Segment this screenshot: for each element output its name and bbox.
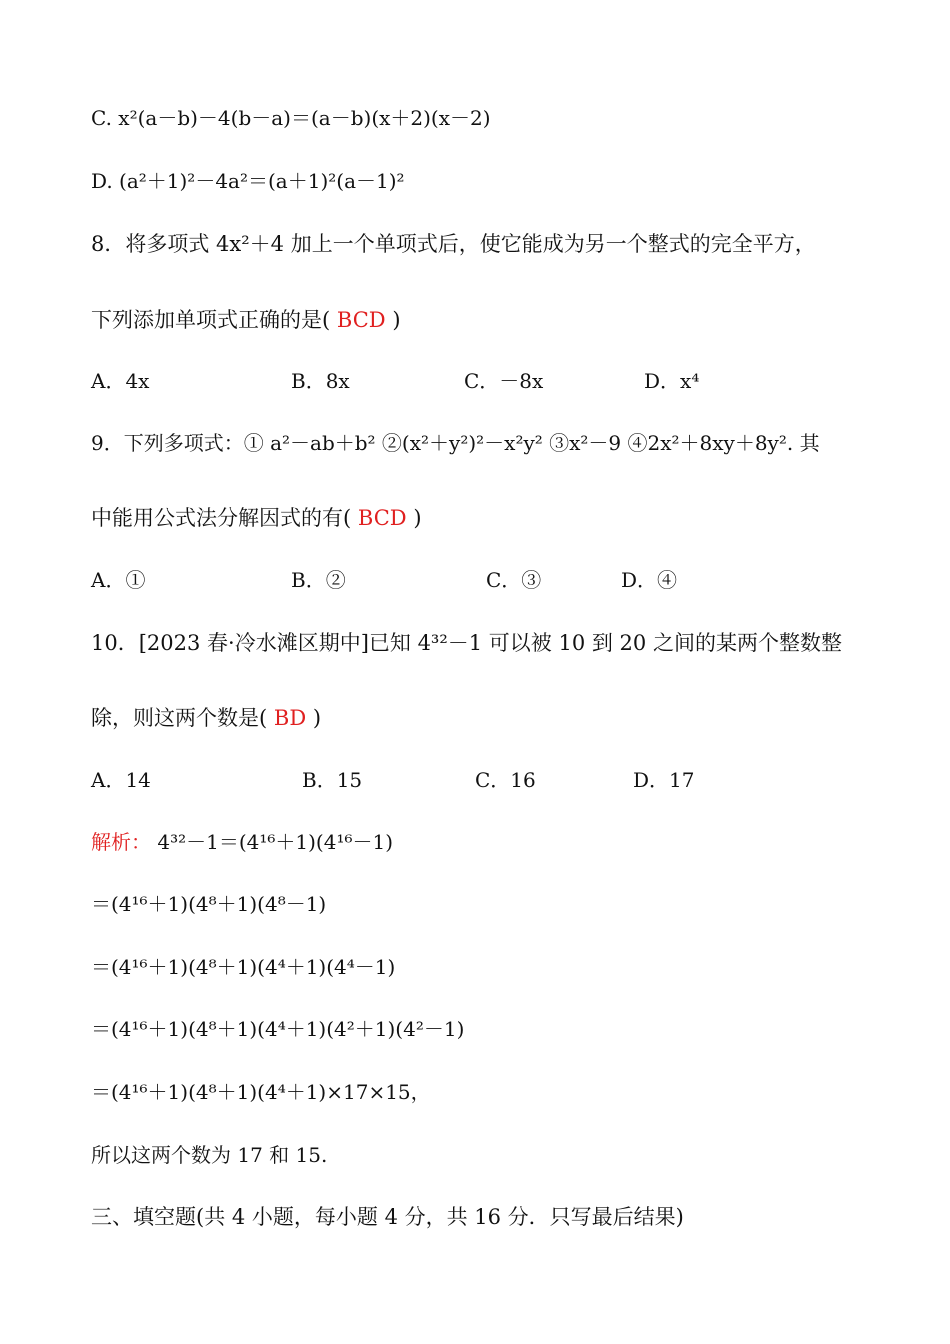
q8-option-d: D．x⁴ [644,369,700,393]
q9-answer: BCD [357,506,407,530]
q8-option-a: A．4x [91,369,150,393]
question-10-stem: 10．[2023 春·冷水滩区期中]已知 4³²－1 可以被 10 到 20 之间的某两个整数整 [91,631,842,655]
q10-option-c: C．16 [475,768,536,792]
section-3-heading: 三、填空题(共 4 小题，每小题 4 分，共 16 分．只写最后结果) [91,1205,684,1229]
q10-option-a: A．14 [91,768,151,792]
question-9-stem: 9．下列多项式：① a²－ab＋b² ②(x²＋y²)²－x²y² ③x²－9 ④2x²＋8xy＋8y². 其 [91,431,820,455]
q9-prefix: 中能用公式法分解因式的有( [91,506,352,530]
q8-suffix: ) [392,308,401,332]
solution-step-1: 4³²－1＝(4¹⁶＋1)(4¹⁶－1) [157,830,394,854]
q10-prefix: 除，则这两个数是( [91,706,268,730]
q9-option-c: C．③ [486,568,542,592]
solution-step-5: ＝(4¹⁶＋1)(4⁸＋1)(4⁴＋1)×17×15， [91,1080,431,1104]
q9-option-b: B．② [291,568,346,592]
q8-option-b: B．8x [291,369,350,393]
question-10-stem-line2 [91,704,321,732]
q9-options [91,566,791,594]
solution-step-2: ＝(4¹⁶＋1)(4⁸＋1)(4⁸－1) [91,892,327,916]
q10-suffix: ) [312,706,322,730]
q10-answer: BD [273,706,307,730]
q9-option-d: D．④ [621,568,678,592]
q8-options [91,367,791,395]
question-8-stem-line2 [91,306,401,334]
q8-answer: BCD [336,308,386,332]
solution-label: 解析： [91,830,151,854]
q10-option-b: B．15 [302,768,363,792]
q9-suffix: ) [413,506,422,530]
q8-option-c: C．－8x [464,369,544,393]
q10-options [91,766,791,794]
option-7d: D. (a²＋1)²－4a²＝(a＋1)²(a－1)² [91,169,405,193]
q10-option-d: D．17 [633,768,695,792]
q8-prefix: 下列添加单项式正确的是( [91,308,331,332]
q9-option-a: A．① [91,568,146,592]
solution-step-4: ＝(4¹⁶＋1)(4⁸＋1)(4⁴＋1)(4²＋1)(4²－1) [91,1017,465,1041]
solution-step-3: ＝(4¹⁶＋1)(4⁸＋1)(4⁴＋1)(4⁴－1) [91,955,396,979]
question-9-stem-line2 [91,504,422,532]
option-7c: C. x²(a－b)－4(b－a)＝(a－b)(x＋2)(x－2) [91,106,491,130]
solution-first-line [91,828,393,856]
question-8-stem: 8．将多项式 4x²＋4 加上一个单项式后，使它能成为另一个整式的完全平方， [91,232,816,256]
solution-conclusion: 所以这两个数为 17 和 15. [91,1143,328,1167]
